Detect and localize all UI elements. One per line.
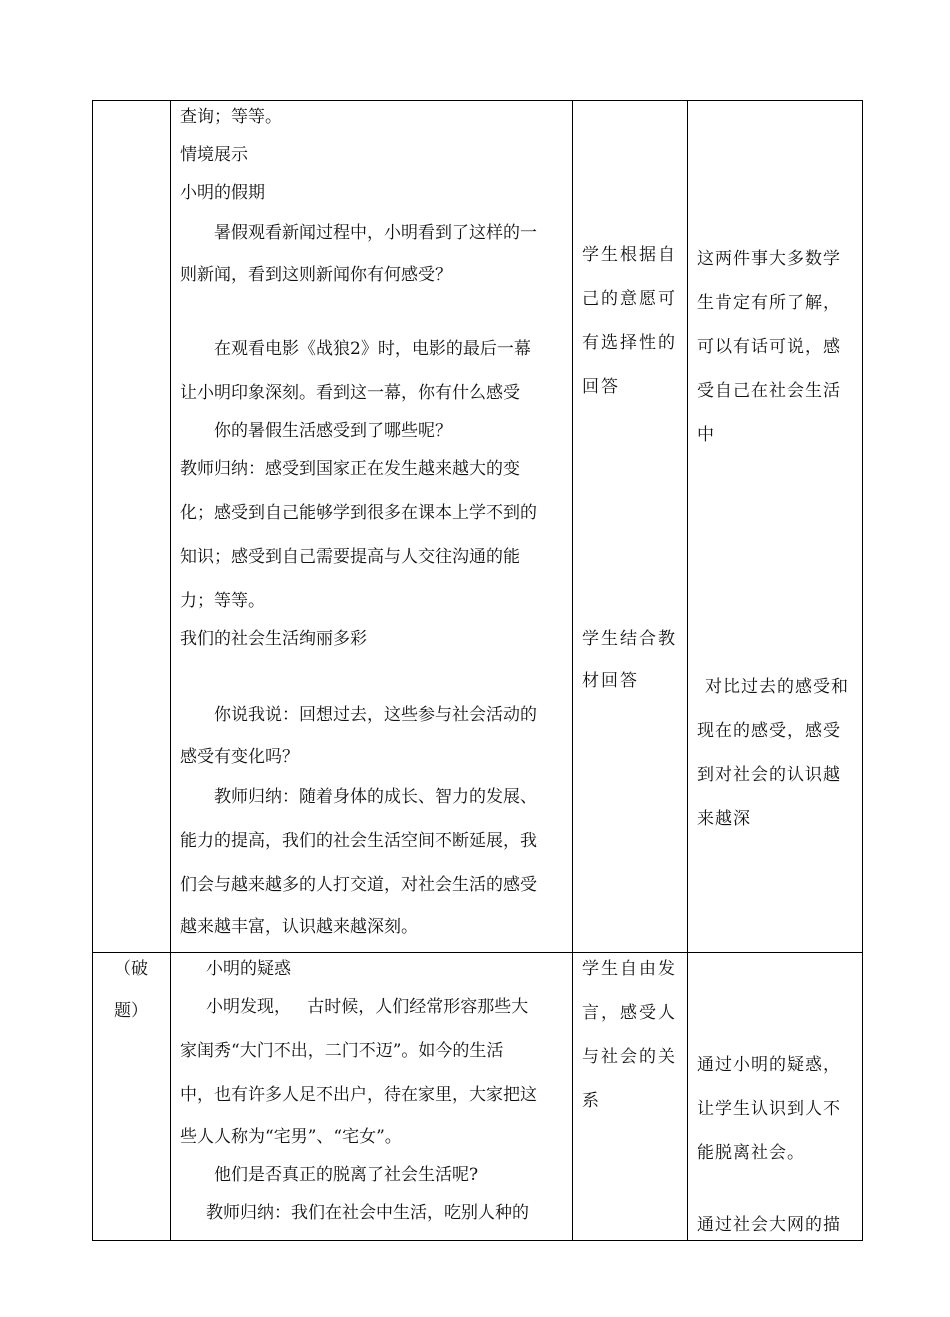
activity-text: 你说我说：回想过去，这些参与社会活动的	[214, 705, 537, 725]
student-text: 学生结合教	[582, 629, 677, 649]
activity-text: 暑假观看新闻过程中，小明看到了这样的一	[214, 223, 537, 243]
section-heading: 情境展示	[180, 145, 248, 165]
intent-text: 受自己在社会生活	[697, 381, 841, 401]
student-text: 己的意愿可	[582, 289, 677, 309]
activity-text: 们会与越来越多的人打交道，对社会生活的感受	[180, 875, 537, 895]
activity-text: 则新闻，看到这则新闻你有何感受？	[180, 265, 452, 285]
activity-text: 感受有变化吗？	[180, 747, 299, 767]
section-heading: 小明的疑惑	[206, 959, 291, 979]
student-text: 言，感受人	[582, 1003, 677, 1023]
table-top-border	[92, 100, 863, 101]
activity-text: 中，也有许多人足不出户，待在家里，大家把这	[180, 1085, 537, 1105]
student-text: 有选择性的	[582, 333, 677, 353]
activity-text: 你的暑假生活感受到了哪些呢？	[214, 421, 452, 441]
intent-text: 这两件事大多数学	[697, 249, 841, 269]
column-divider-1	[170, 100, 171, 1241]
activity-text: 家闺秀“大门不出，二门不迈”。如今的生活	[180, 1041, 504, 1061]
table-left-border	[92, 100, 93, 1241]
table-right-border	[862, 100, 863, 1241]
student-text: 材回答	[582, 671, 639, 691]
student-text: 学生自由发	[582, 959, 677, 979]
intent-text: 中	[697, 425, 715, 445]
activity-text: 小明发现， 古时候，人们经常形容那些大	[206, 997, 529, 1017]
activity-text: 在观看电影《战狼2》时，电影的最后一幕	[214, 339, 531, 359]
student-text: 学生根据自	[582, 245, 677, 265]
column-divider-3	[687, 100, 688, 1241]
student-text: 系	[582, 1091, 601, 1111]
activity-text: 他们是否真正的脱离了社会生活呢?	[214, 1165, 479, 1185]
activity-text: 查询；等等。	[180, 107, 282, 127]
activity-text: 越来越丰富，认识越来越深刻。	[180, 917, 418, 937]
activity-text: 知识；感受到自己需要提高与人交往沟通的能	[180, 547, 520, 567]
intent-text: 让学生认识到人不	[697, 1099, 841, 1119]
section-heading: 小明的假期	[180, 183, 265, 203]
intent-text: 到对社会的认识越	[697, 765, 841, 785]
column-divider-2	[572, 100, 573, 1241]
intent-text: 能脱离社会。	[697, 1143, 805, 1163]
activity-text: 化；感受到自己能够学到很多在课本上学不到的	[180, 503, 537, 523]
student-text: 与社会的关	[582, 1047, 677, 1067]
intent-text: 现在的感受，感受	[697, 721, 841, 741]
row-divider	[92, 952, 863, 953]
intent-text: 通过小明的疑惑，	[697, 1055, 841, 1075]
activity-text: 能力的提高，我们的社会生活空间不断延展，我	[180, 831, 537, 851]
student-text: 回答	[582, 377, 620, 397]
activity-text: 教师归纳：感受到国家正在发生越来越大的变	[180, 459, 520, 479]
activity-text: 力；等等。	[180, 591, 265, 611]
intent-text: 可以有话可说，感	[697, 337, 841, 357]
section-heading: 我们的社会生活绚丽多彩	[180, 629, 367, 649]
intent-text: 来越深	[697, 809, 751, 829]
activity-text: 教师归纳：我们在社会中生活，吃别人种的	[206, 1203, 529, 1223]
table-bottom-border	[92, 1240, 863, 1241]
intent-text: 生肯定有所了解，	[697, 293, 841, 313]
activity-text: 教师归纳：随着身体的成长、智力的发展、	[214, 787, 537, 807]
stage-label: （破	[114, 959, 148, 979]
intent-text: 通过社会大网的描	[697, 1215, 841, 1235]
activity-text: 些人人称为“宅男”、“宅女”。	[180, 1127, 402, 1147]
activity-text: 让小明印象深刻。看到这一幕，你有什么感受	[180, 383, 520, 403]
stage-label: 题）	[114, 1001, 148, 1021]
intent-text: 对比过去的感受和	[705, 677, 849, 697]
